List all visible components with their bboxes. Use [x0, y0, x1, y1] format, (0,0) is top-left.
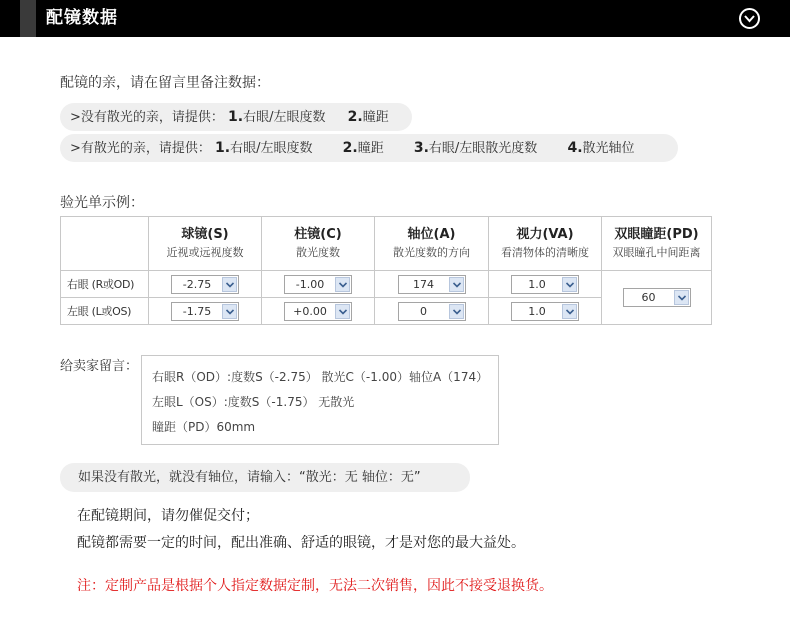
- astigmatism-requirements: [60, 134, 678, 162]
- cylinder-select-left[interactable]: +0.00: [284, 302, 352, 321]
- message-textarea[interactable]: [141, 355, 499, 445]
- va-select-left[interactable]: 1.0: [511, 302, 579, 321]
- table-header-row: [61, 217, 712, 271]
- section-header: [0, 0, 790, 37]
- header-axis: 轴位(A) 散光度数的方向: [375, 217, 489, 271]
- chevron-down-icon: [222, 304, 237, 319]
- header-sphere: 球镜(S) 近视或远视度数: [149, 217, 262, 271]
- pd-select[interactable]: 60: [623, 288, 691, 307]
- message-line: 左眼L（OS）:度数S（-1.75） 无散光: [152, 395, 355, 409]
- pill-prefix: >有散光的亲，请提供：: [70, 141, 211, 156]
- intro-text: 配镜的亲，请在留言里备注数据：: [60, 75, 270, 91]
- message-line: 右眼R（OD）:度数S（-2.75） 散光C（-1.00）轴位A（174）: [152, 370, 489, 384]
- chevron-down-circle-icon[interactable]: [739, 8, 760, 29]
- chevron-down-icon: [449, 277, 464, 292]
- example-title: 验光单示例：: [60, 195, 144, 211]
- chevron-down-icon: [674, 290, 689, 305]
- header-cylinder: 柱镜(C) 散光度数: [262, 217, 375, 271]
- header-accent-bar: [20, 0, 36, 37]
- header-visual-acuity: 视力(VA) 看清物体的清晰度: [489, 217, 602, 271]
- no-axis-tip: 如果没有散光，就没有轴位，请输入：“散光：无 轴位：无”: [60, 463, 470, 492]
- note-line: 配镜都需要一定的时间，配出准确、舒适的眼镜，才是对您的最大益处。: [77, 535, 525, 551]
- chevron-down-icon: [335, 277, 350, 292]
- header-blank-cell: [61, 217, 149, 271]
- chevron-down-icon: [562, 277, 577, 292]
- pill-prefix: >没有散光的亲，请提供：: [70, 110, 224, 125]
- item-number: 1.: [228, 109, 244, 125]
- item-number: 4.: [567, 140, 583, 156]
- row-label: 右眼 (R或OD): [61, 271, 149, 298]
- sphere-select-left[interactable]: -1.75: [171, 302, 239, 321]
- va-select-right[interactable]: 1.0: [511, 275, 579, 294]
- item-text: 瞳距: [362, 110, 389, 125]
- chevron-down-icon: [449, 304, 464, 319]
- item-number: 1.: [215, 140, 231, 156]
- item-number: 3.: [413, 140, 429, 156]
- chevron-down-icon: [222, 277, 237, 292]
- table-row-right-eye: [61, 271, 712, 298]
- chevron-down-icon: [335, 304, 350, 319]
- no-astigmatism-requirements: [60, 103, 412, 131]
- axis-select-left[interactable]: 0: [398, 302, 466, 321]
- custom-order-warning: 注：定制产品是根据个人指定数据定制，无法二次销售，因此不接受退换货。: [77, 578, 553, 594]
- sphere-select-right[interactable]: -2.75: [171, 275, 239, 294]
- chevron-down-icon: [562, 304, 577, 319]
- note-line: 在配镜期间，请勿催促交付；: [77, 508, 259, 524]
- item-text: 右眼/左眼度数: [243, 110, 326, 125]
- item-text: 散光轴位: [582, 141, 635, 156]
- header-pupil-distance: 双眼瞳距(PD) 双眼瞳孔中间距离: [602, 217, 712, 271]
- section-title: 配镜数据: [46, 8, 118, 28]
- cylinder-select-right[interactable]: -1.00: [284, 275, 352, 294]
- message-label: 给卖家留言：: [60, 359, 139, 374]
- item-text: 右眼/左眼散光度数: [428, 141, 538, 156]
- item-text: 瞳距: [357, 141, 384, 156]
- item-text: 右眼/左眼度数: [230, 141, 313, 156]
- message-line: 瞳距（PD）60mm: [152, 420, 256, 434]
- item-number: 2.: [347, 109, 363, 125]
- item-number: 2.: [342, 140, 358, 156]
- prescription-table: [60, 216, 712, 325]
- axis-select-right[interactable]: 174: [398, 275, 466, 294]
- row-label: 左眼 (L或OS): [61, 298, 149, 325]
